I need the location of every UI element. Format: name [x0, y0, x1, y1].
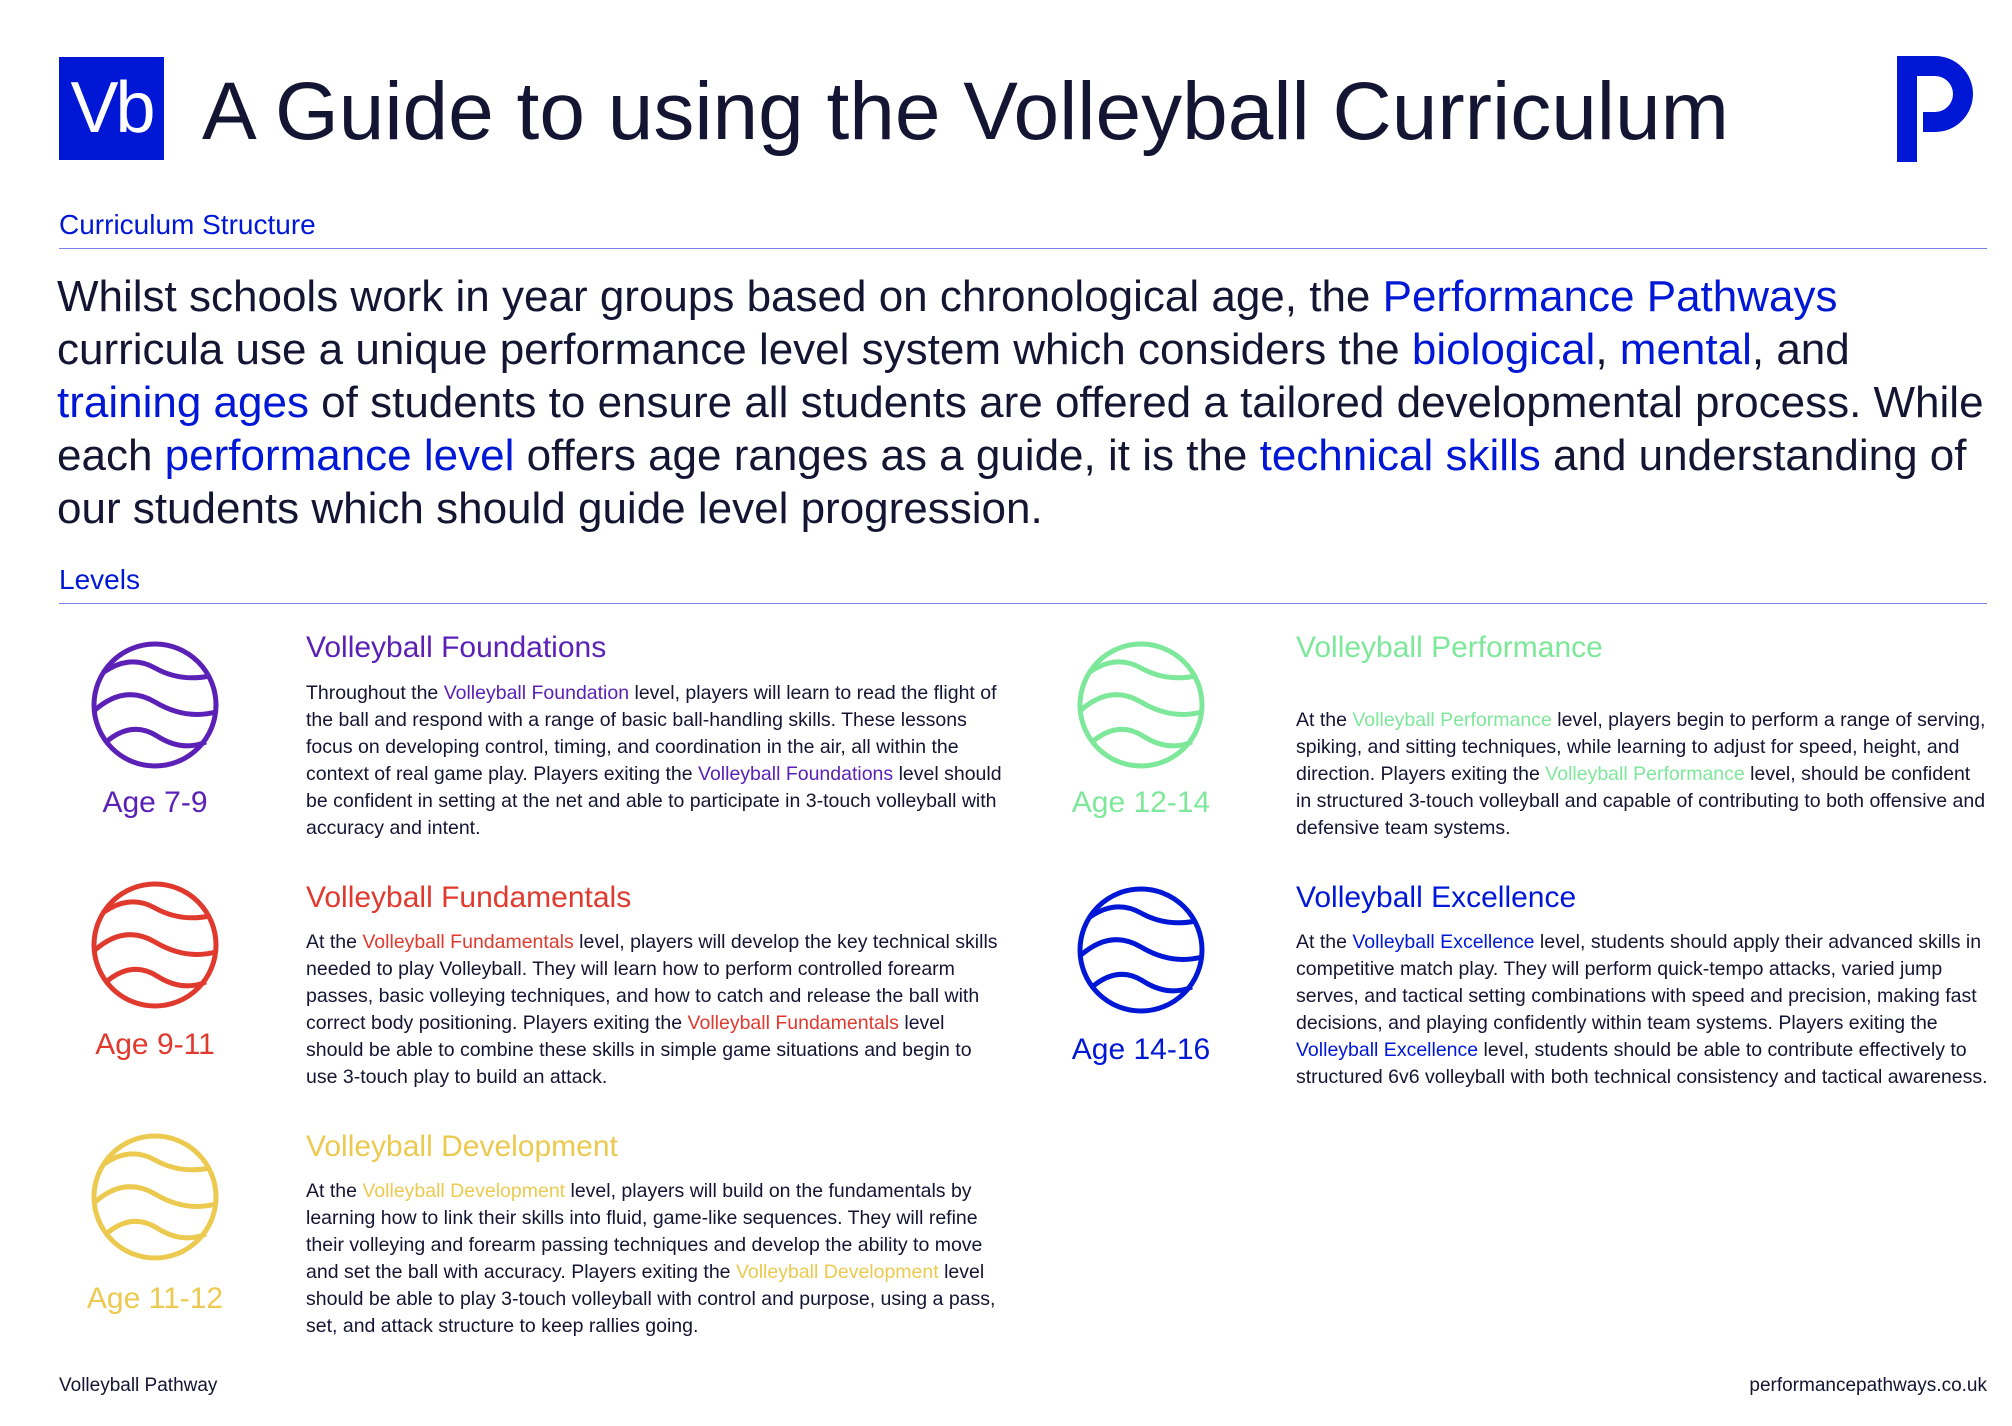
intro-highlight: technical skills [1259, 431, 1541, 480]
subject-badge: Vb [59, 57, 164, 160]
volleyball-icon [90, 1132, 220, 1262]
page-title: A Guide to using the Volleyball Curriculum [202, 66, 1729, 157]
age-range-foundations: Age 7-9 [102, 786, 208, 819]
volleyball-icon [90, 880, 220, 1010]
age-range-fundamentals: Age 9-11 [95, 1028, 215, 1061]
level-title-performance: Volleyball Performance [1296, 631, 1603, 664]
age-range-development: Age 11-12 [86, 1282, 224, 1315]
intro-highlight: biological [1411, 325, 1596, 374]
level-description-development: At the Volleyball Development level, players will build on the fundamentals by learning how to link their skills into fluid, game-like sequences. They will refine their volleying and forearm passing techniques and develop the ability to move and set the ball with accuracy. Players exiting the Volleyball Development level should be able to play 3-touch volleyball with control and purpose, using a pass, set, and attack structure to keep rallies going. [306, 1180, 996, 1337]
intro-highlight: Performance Pathways [1382, 272, 1838, 321]
section-divider [59, 603, 1987, 604]
section-title-structure: Curriculum Structure [59, 209, 316, 240]
intro-highlight: performance level [164, 431, 515, 480]
section-title-levels: Levels [59, 564, 140, 595]
intro-paragraph: Whilst schools work in year groups based on chronological age, the Performance Pathways curricula use a unique performance level system which considers the biological, mental, and training ages of students to ensure all students are offered a tailored developmental process. While each performance level offers age ranges as a guide, it is the technical skills and understanding of our students which should guide level progression. [57, 272, 1984, 533]
level-description-excellence: At the Volleyball Excellence level, students should apply their advanced skills in competitive match play. They will perform quick-tempo attacks, varied jump serves, and tactical setting combinations with speed and precision, making fast decisions, and playing confidently within team systems. Players exiting the Volleyball Excellence level, students should be able to contribute effectively to structured 6v6 volleyball with both technical consistency and tactical awareness. [1296, 931, 1988, 1088]
level-description-foundations: Throughout the Volleyball Foundation level, players will learn to read the flight of the ball and respond with a range of basic ball-handling skills. These lessons focus on developing control, timing, and coordination in the air, all within the context of real game play. Players exiting the Volleyball Foundations level should be confident in setting at the net and able to participate in 3-touch volleyball with accuracy and intent. [306, 682, 1002, 839]
performance-pathways-logo-icon [1897, 56, 1987, 162]
footer-left-text: Volleyball Pathway [59, 1375, 218, 1396]
section-divider [59, 248, 1987, 249]
footer-website-link[interactable]: performancepathways.co.uk [1749, 1375, 1987, 1396]
volleyball-icon [1076, 885, 1206, 1015]
level-title-foundations: Volleyball Foundations [306, 631, 607, 664]
level-title-fundamentals: Volleyball Fundamentals [306, 881, 632, 914]
intro-highlight: training ages [57, 378, 309, 427]
level-title-excellence: Volleyball Excellence [1296, 881, 1577, 914]
volleyball-icon [1076, 640, 1206, 770]
level-description-fundamentals: At the Volleyball Fundamentals level, players will develop the key technical skills needed to play Volleyball. They will learn how to perform controlled forearm passes, basic volleying techniques, and how to catch and release the ball with correct body positioning. Players exiting the Volleyball Fundamentals level should be able to combine these skills in simple game situations and begin to use 3-touch play to build an attack. [306, 931, 998, 1088]
age-range-performance: Age 12-14 [1071, 786, 1211, 819]
level-description-performance: At the Volleyball Performance level, players begin to perform a range of serving, spiking, and sitting techniques, while learning to adjust for speed, height, and direction. Players exiting the Volleyball Performance level, should be confident in structured 3-touch volleyball and capable of contributing to both offensive and defensive team systems. [1296, 709, 1986, 839]
volleyball-icon [90, 640, 220, 770]
level-title-development: Volleyball Development [306, 1130, 618, 1163]
age-range-excellence: Age 14-16 [1071, 1033, 1211, 1066]
intro-highlight: mental [1619, 325, 1752, 374]
